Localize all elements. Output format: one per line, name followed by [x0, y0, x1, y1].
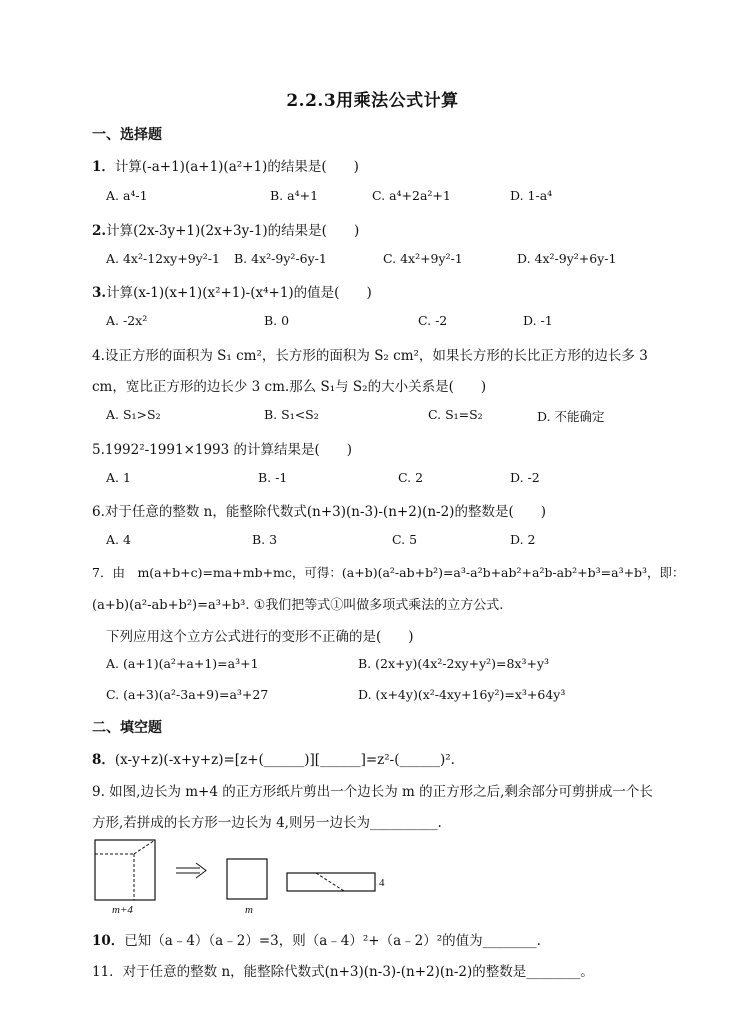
q3-option-d: D. -1 — [523, 313, 553, 328]
assembled-rectangle — [287, 873, 375, 891]
q4-option-d: D. 不能确定 — [537, 409, 605, 424]
question-6: 6.对于任意的整数 n，能整除代数式(n+3)(n-3)-(n+2)(n-2)的整数是( ) — [92, 504, 546, 520]
question-5: 5.1992²-1991×1993 的计算结果是( ) — [92, 442, 353, 458]
question-2-number: 2. — [92, 223, 107, 239]
question-8-stem: (x-y+z)(-x+y+z)=[z+(______)][______]=z²-(______)². — [114, 752, 455, 768]
question-9-line-2: 方形,若拼成的长方形一边长为 4,则另一边长为__________. — [92, 815, 442, 831]
cut-line-diagonal — [134, 840, 155, 854]
q5-option-b: B. -1 — [258, 470, 288, 485]
figure-label-small-square: m — [245, 904, 253, 916]
q6-option-b: B. 3 — [252, 532, 278, 547]
q3-option-b: B. 0 — [264, 313, 290, 328]
q2-option-c: C. 4x²+9y²-1 — [383, 251, 463, 266]
question-4-line-1: 4.设正方形的面积为 S₁ cm²，长方形的面积为 S₂ cm²，如果长方形的长比正方形的边长多 3 — [92, 348, 648, 364]
arrow-right-icon — [176, 863, 206, 878]
q6-option-c: C. 5 — [392, 532, 418, 547]
q5-option-a: A. 1 — [106, 470, 131, 485]
q2-option-b: B. 4x²-9y²-6y-1 — [234, 251, 327, 266]
question-7-line-2: (a+b)(a²-ab+b²)=a³+b³. ①我们把等式①叫做多项式乘法的立方公式. — [92, 598, 504, 613]
q3-option-a: A. -2x² — [106, 313, 148, 328]
question-3 — [92, 281, 372, 301]
section-fill-heading: 二、填空题 — [92, 720, 162, 736]
question-10 — [92, 929, 541, 949]
q7-option-d: D. (x+4y)(x²-4xy+16y²)=x³+64y³ — [358, 687, 566, 702]
page-title: 2.2.3用乘法公式计算 — [286, 91, 459, 111]
q7-option-a: A. (a+1)(a²+a+1)=a³+1 — [106, 656, 259, 671]
q6-option-d: D. 2 — [510, 532, 536, 547]
question-1 — [92, 155, 359, 175]
q7-option-c: C. (a+3)(a²-3a+9)=a³+27 — [106, 687, 269, 702]
question-10-stem: 已知（a﹣4）（a﹣2）=3，则（a﹣4）²+（a﹣2）²的值为________. — [124, 933, 541, 949]
q5-option-c: C. 2 — [398, 470, 424, 485]
rectangle-cut-line — [316, 873, 344, 891]
q2-option-d: D. 4x²-9y²+6y-1 — [517, 251, 617, 266]
q5-option-d: D. -2 — [510, 470, 540, 485]
q7-option-b: B. (2x+y)(4x²-2xy+y²)=8x³+y³ — [358, 656, 550, 671]
question-3-number: 3. — [92, 285, 107, 301]
question-4-line-2: cm，宽比正方形的边长少 3 cm.那么 S₁与 S₂的大小关系是( ) — [92, 379, 487, 395]
question-7-line-3: 下列应用这个立方公式进行的变形不正确的是( ) — [106, 629, 414, 645]
question-8 — [92, 748, 455, 768]
question-3-stem: 计算(x-1)(x+1)(x²+1)-(x⁴+1)的值是( ) — [106, 285, 372, 301]
question-1-stem: 计算(-a+1)(a+1)(a²+1)的结果是( ) — [114, 159, 359, 175]
q1-option-b: B. a⁴+1 — [270, 188, 319, 203]
small-square — [227, 859, 267, 899]
big-square — [95, 840, 155, 900]
q2-option-a: A. 4x²-12xy+9y²-1 — [106, 251, 220, 266]
question-10-number: 10． — [92, 933, 125, 949]
question-9-line-1: 9. 如图,边长为 m+4 的正方形纸片剪出一个边长为 m 的正方形之后,剩余部分可剪拼成一个长 — [92, 784, 653, 800]
figure-label-big-square: m+4 — [112, 904, 133, 916]
q4-option-c: C. S₁=S₂ — [428, 407, 483, 422]
q1-option-c: C. a⁴+2a²+1 — [372, 188, 451, 203]
figure-label-rectangle: 4 — [379, 877, 385, 889]
question-7-line-1: 7．由 m(a+b+c)=ma+mb+mc，可得：(a+b)(a²-ab+b²)=a³-a²b+ab²+a²b-ab²+b³=a³+b³，即： — [92, 565, 685, 580]
q4-option-a: A. S₁>S₂ — [106, 407, 161, 422]
q1-option-d: D. 1-a⁴ — [510, 188, 553, 203]
question-8-number: 8． — [92, 752, 115, 768]
question-1-number: 1． — [92, 159, 115, 175]
question-2-stem: 计算(2x-3y+1)(2x+3y-1)的结果是( ) — [106, 223, 360, 239]
question-11: 11．对于任意的整数 n，能整除代数式(n+3)(n-3)-(n+2)(n-2)的整数是________。 — [92, 964, 594, 980]
q3-option-c: C. -2 — [418, 313, 448, 328]
q1-option-a: A. a⁴-1 — [106, 188, 148, 203]
q6-option-a: A. 4 — [106, 532, 131, 547]
section-choice-heading: 一、选择题 — [92, 127, 162, 143]
q4-option-b: B. S₁<S₂ — [264, 407, 319, 422]
question-2 — [92, 219, 359, 239]
